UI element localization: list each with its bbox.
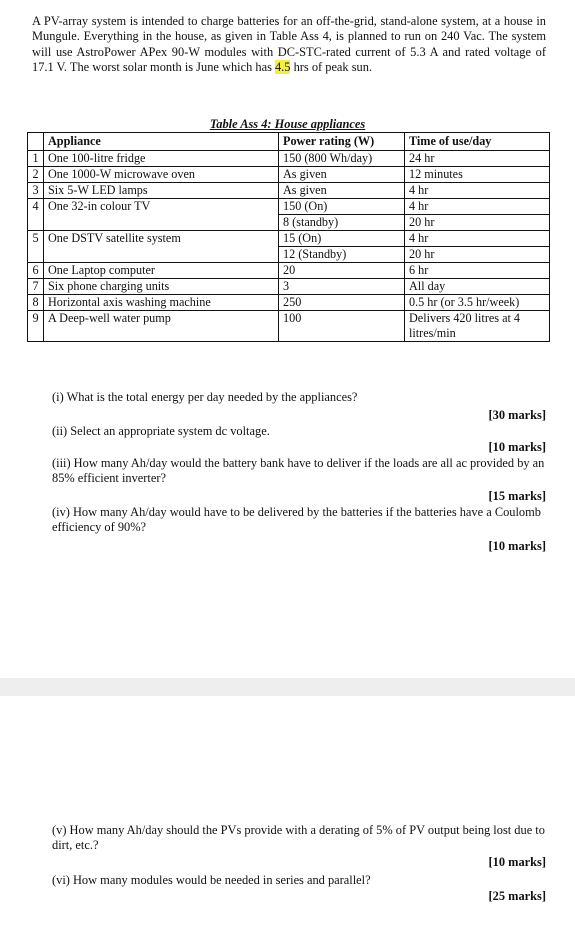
highlighted-peak-sun-hours: 4.5: [274, 59, 291, 74]
header-time-of-use: Time of use/day: [405, 133, 550, 151]
time-cell: 4 hr: [405, 183, 550, 199]
header-appliance: Appliance: [44, 133, 279, 151]
marks-2: [10 marks]: [488, 440, 546, 454]
power-cell: As given: [279, 183, 405, 199]
time-cell: 6 hr: [405, 263, 550, 279]
row-number: 1: [28, 151, 44, 167]
appliance-cell: One DSTV satellite system: [44, 231, 279, 263]
time-cell-standby: 20 hr: [405, 215, 550, 231]
header-number: [28, 133, 44, 151]
appliance-cell: Horizontal axis washing machine: [44, 295, 279, 311]
problem-text-end: hrs of peak sun.: [290, 59, 373, 74]
question-4: (iv) How many Ah/day would have to be delivered by the batteries if the batteries have a Coulomb efficiency of 90%?: [52, 505, 541, 535]
marks-5: [10 marks]: [488, 855, 546, 869]
time-cell-standby: 20 hr: [405, 247, 550, 263]
table-row: [28, 167, 550, 183]
appliance-cell: A Deep-well water pump: [44, 311, 279, 342]
table-row: [28, 183, 550, 199]
power-cell: 250: [279, 295, 405, 311]
time-cell: 12 minutes: [405, 167, 550, 183]
appliance-cell: Six phone charging units: [44, 279, 279, 295]
row-number: 6: [28, 263, 44, 279]
power-cell: 20: [279, 263, 405, 279]
appliance-cell: One 1000-W microwave oven: [44, 167, 279, 183]
power-cell: 100: [279, 311, 405, 342]
time-cell: 4 hr: [405, 199, 550, 215]
question-5: (v) How many Ah/day should the PVs provide with a derating of 5% of PV output being lost due to dirt, etc.?: [52, 823, 545, 853]
appliance-cell: One 100-litre fridge: [44, 151, 279, 167]
problem-text: A PV-array system is intended to charge batteries for an off-the-grid, stand-alone system, at a house in Mungule. Everything in the house, as given in Table Ass 4, is planned to run on 240 Vac. The system will use AstroPower APex 90-W modules with DC-STC-rated current of 5.3 A and rated voltage of 17.1 V. The worst solar month is June which has: [32, 14, 546, 74]
table-caption: Table Ass 4: House appliances: [209, 117, 366, 131]
time-cell: All day: [405, 279, 550, 295]
question-3: (iii) How many Ah/day would the battery bank have to deliver if the loads are all ac provided by an 85% efficient inverter?: [52, 456, 545, 486]
appliance-cell: One Laptop computer: [44, 263, 279, 279]
row-number: 7: [28, 279, 44, 295]
appliance-cell: Six 5-W LED lamps: [44, 183, 279, 199]
power-cell: 150 (On): [279, 199, 405, 215]
power-cell: As given: [279, 167, 405, 183]
power-cell-standby: 12 (Standby): [279, 247, 405, 263]
table-row: [28, 311, 550, 342]
table-row: [28, 231, 550, 247]
row-number: 4: [28, 199, 44, 231]
question-2: (ii) Select an appropriate system dc voltage.: [52, 424, 270, 438]
row-number: 5: [28, 231, 44, 263]
power-cell-standby: 8 (standby): [279, 215, 405, 231]
header-power-rating: Power rating (W): [279, 133, 405, 151]
marks-3: [15 marks]: [488, 489, 546, 503]
table-row: [28, 295, 550, 311]
question-6: (vi) How many modules would be needed in series and parallel?: [52, 873, 371, 887]
time-cell: 0.5 hr (or 3.5 hr/week): [405, 295, 550, 311]
time-cell: Delivers 420 litres at 4 litres/min: [405, 311, 550, 342]
table-row: [28, 263, 550, 279]
page-separator: [0, 678, 575, 696]
marks-4: [10 marks]: [488, 539, 546, 553]
row-number: 2: [28, 167, 44, 183]
time-cell: 24 hr: [405, 151, 550, 167]
power-cell: 15 (On): [279, 231, 405, 247]
page-two: [0, 696, 575, 933]
table-row: [28, 199, 550, 215]
row-number: 3: [28, 183, 44, 199]
time-cell: 4 hr: [405, 231, 550, 247]
question-1: (i) What is the total energy per day needed by the appliances?: [52, 390, 358, 404]
appliance-cell: One 32-in colour TV: [44, 199, 279, 231]
power-cell: 3: [279, 279, 405, 295]
marks-6: [25 marks]: [488, 889, 546, 903]
table-row: [28, 279, 550, 295]
marks-1: [30 marks]: [488, 408, 546, 422]
row-number: 8: [28, 295, 44, 311]
row-number: 9: [28, 311, 44, 342]
appliance-table: [27, 132, 550, 342]
problem-statement: [32, 14, 546, 75]
power-cell: 150 (800 Wh/day): [279, 151, 405, 167]
table-header-row: [28, 133, 550, 151]
table-row: [28, 151, 550, 167]
